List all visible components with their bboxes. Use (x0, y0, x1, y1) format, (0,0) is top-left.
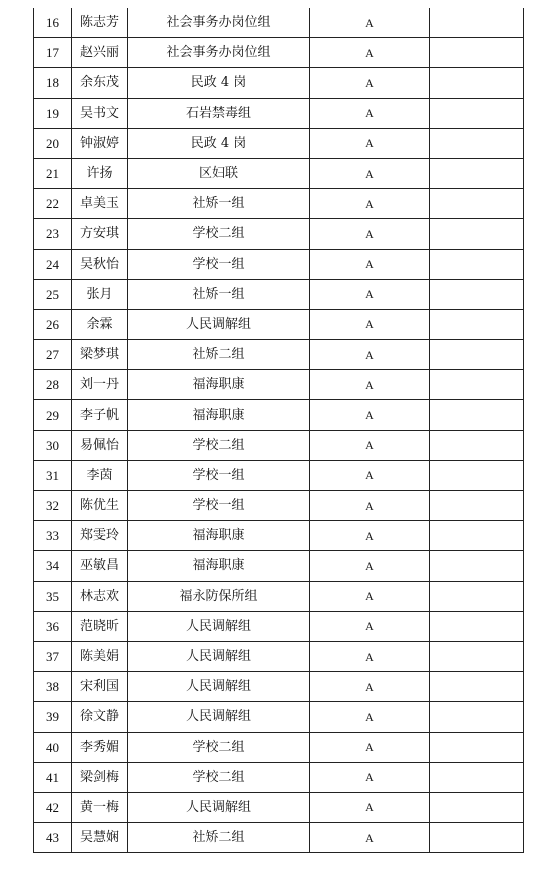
row-number-cell: 29 (34, 400, 72, 430)
note-cell (430, 611, 524, 641)
group-name-cell: 学校一组 (128, 249, 310, 279)
grade-cell: A (310, 792, 430, 822)
group-name-cell: 社会事务办岗位组 (128, 38, 310, 68)
person-name-cell: 李秀媚 (72, 732, 128, 762)
note-cell (430, 249, 524, 279)
person-name-cell: 方安琪 (72, 219, 128, 249)
group-name-cell: 社矫一组 (128, 279, 310, 309)
row-number-cell: 37 (34, 641, 72, 671)
person-name-cell: 梁梦琪 (72, 340, 128, 370)
group-name-cell: 区妇联 (128, 158, 310, 188)
note-cell (430, 581, 524, 611)
group-name-cell: 民政 4 岗 (128, 128, 310, 158)
note-cell (430, 68, 524, 98)
table-row (34, 38, 524, 68)
group-name-cell: 民政 4 岗 (128, 68, 310, 98)
note-cell (430, 430, 524, 460)
table-row (34, 792, 524, 822)
note-cell (430, 38, 524, 68)
row-number-cell: 41 (34, 762, 72, 792)
row-number-cell: 27 (34, 340, 72, 370)
note-cell (430, 98, 524, 128)
person-name-cell: 范晓昕 (72, 611, 128, 641)
table-row (34, 309, 524, 339)
table-row (34, 491, 524, 521)
table-row (34, 370, 524, 400)
table-row (34, 460, 524, 490)
row-number-cell: 18 (34, 68, 72, 98)
row-number-cell: 17 (34, 38, 72, 68)
grade-cell: A (310, 611, 430, 641)
row-number-cell: 34 (34, 551, 72, 581)
grade-cell: A (310, 189, 430, 219)
table-row (34, 641, 524, 671)
group-name-cell: 人民调解组 (128, 702, 310, 732)
row-number-cell: 40 (34, 732, 72, 762)
roster-table-body (34, 8, 524, 853)
grade-cell: A (310, 98, 430, 128)
group-name-cell: 学校二组 (128, 219, 310, 249)
group-name-cell: 学校二组 (128, 430, 310, 460)
row-number-cell: 24 (34, 249, 72, 279)
row-number-cell: 19 (34, 98, 72, 128)
note-cell (430, 460, 524, 490)
table-row (34, 400, 524, 430)
group-name-cell: 福海职康 (128, 521, 310, 551)
note-cell (430, 823, 524, 853)
grade-cell: A (310, 309, 430, 339)
person-name-cell: 林志欢 (72, 581, 128, 611)
person-name-cell: 李子帆 (72, 400, 128, 430)
grade-cell: A (310, 219, 430, 249)
person-name-cell: 陈美娟 (72, 641, 128, 671)
row-number-cell: 38 (34, 672, 72, 702)
grade-cell: A (310, 702, 430, 732)
table-row (34, 823, 524, 853)
grade-cell: A (310, 823, 430, 853)
group-name-cell: 人民调解组 (128, 792, 310, 822)
person-name-cell: 余东茂 (72, 68, 128, 98)
table-row (34, 340, 524, 370)
note-cell (430, 309, 524, 339)
note-cell (430, 732, 524, 762)
table-row (34, 702, 524, 732)
person-name-cell: 卓美玉 (72, 189, 128, 219)
row-number-cell: 21 (34, 158, 72, 188)
table-row (34, 672, 524, 702)
group-name-cell: 学校一组 (128, 491, 310, 521)
row-number-cell: 16 (34, 8, 72, 38)
row-number-cell: 35 (34, 581, 72, 611)
row-number-cell: 20 (34, 128, 72, 158)
person-name-cell: 余霖 (72, 309, 128, 339)
table-row (34, 762, 524, 792)
note-cell (430, 400, 524, 430)
row-number-cell: 32 (34, 491, 72, 521)
table-row (34, 189, 524, 219)
group-name-cell: 人民调解组 (128, 309, 310, 339)
group-name-cell: 社矫二组 (128, 823, 310, 853)
group-name-cell: 福海职康 (128, 400, 310, 430)
note-cell (430, 8, 524, 38)
grade-cell: A (310, 370, 430, 400)
table-row (34, 8, 524, 38)
grade-cell: A (310, 279, 430, 309)
person-name-cell: 巫敏昌 (72, 551, 128, 581)
roster-table (33, 8, 524, 853)
note-cell (430, 702, 524, 732)
row-number-cell: 30 (34, 430, 72, 460)
grade-cell: A (310, 340, 430, 370)
group-name-cell: 学校二组 (128, 762, 310, 792)
row-number-cell: 43 (34, 823, 72, 853)
row-number-cell: 33 (34, 521, 72, 551)
person-name-cell: 黄一梅 (72, 792, 128, 822)
person-name-cell: 赵兴丽 (72, 38, 128, 68)
note-cell (430, 219, 524, 249)
grade-cell: A (310, 732, 430, 762)
note-cell (430, 279, 524, 309)
row-number-cell: 22 (34, 189, 72, 219)
person-name-cell: 梁剑梅 (72, 762, 128, 792)
grade-cell: A (310, 521, 430, 551)
note-cell (430, 158, 524, 188)
grade-cell: A (310, 762, 430, 792)
table-row (34, 98, 524, 128)
person-name-cell: 吴慧娴 (72, 823, 128, 853)
person-name-cell: 徐文静 (72, 702, 128, 732)
group-name-cell: 社矫二组 (128, 340, 310, 370)
group-name-cell: 人民调解组 (128, 672, 310, 702)
note-cell (430, 521, 524, 551)
table-row (34, 128, 524, 158)
note-cell (430, 128, 524, 158)
person-name-cell: 吴书文 (72, 98, 128, 128)
note-cell (430, 340, 524, 370)
grade-cell: A (310, 672, 430, 702)
row-number-cell: 42 (34, 792, 72, 822)
table-row (34, 279, 524, 309)
note-cell (430, 672, 524, 702)
table-row (34, 732, 524, 762)
person-name-cell: 宋利国 (72, 672, 128, 702)
grade-cell: A (310, 38, 430, 68)
row-number-cell: 39 (34, 702, 72, 732)
person-name-cell: 陈优生 (72, 491, 128, 521)
group-name-cell: 石岩禁毒组 (128, 98, 310, 128)
group-name-cell: 社矫一组 (128, 189, 310, 219)
group-name-cell: 人民调解组 (128, 641, 310, 671)
person-name-cell: 易佩怡 (72, 430, 128, 460)
note-cell (430, 641, 524, 671)
table-row (34, 581, 524, 611)
table-row (34, 249, 524, 279)
row-number-cell: 25 (34, 279, 72, 309)
group-name-cell: 福海职康 (128, 370, 310, 400)
row-number-cell: 36 (34, 611, 72, 641)
person-name-cell: 李茵 (72, 460, 128, 490)
person-name-cell: 张月 (72, 279, 128, 309)
group-name-cell: 社会事务办岗位组 (128, 8, 310, 38)
row-number-cell: 31 (34, 460, 72, 490)
person-name-cell: 许扬 (72, 158, 128, 188)
table-row (34, 611, 524, 641)
grade-cell: A (310, 460, 430, 490)
note-cell (430, 762, 524, 792)
row-number-cell: 23 (34, 219, 72, 249)
group-name-cell: 福永防保所组 (128, 581, 310, 611)
grade-cell: A (310, 8, 430, 38)
grade-cell: A (310, 491, 430, 521)
table-row (34, 551, 524, 581)
person-name-cell: 陈志芳 (72, 8, 128, 38)
person-name-cell: 刘一丹 (72, 370, 128, 400)
grade-cell: A (310, 128, 430, 158)
group-name-cell: 福海职康 (128, 551, 310, 581)
grade-cell: A (310, 400, 430, 430)
note-cell (430, 491, 524, 521)
grade-cell: A (310, 430, 430, 460)
note-cell (430, 551, 524, 581)
person-name-cell: 吴秋怡 (72, 249, 128, 279)
person-name-cell: 郑雯玲 (72, 521, 128, 551)
row-number-cell: 26 (34, 309, 72, 339)
person-name-cell: 钟淑婷 (72, 128, 128, 158)
table-row (34, 430, 524, 460)
grade-cell: A (310, 158, 430, 188)
note-cell (430, 189, 524, 219)
table-row (34, 219, 524, 249)
group-name-cell: 学校二组 (128, 732, 310, 762)
table-row (34, 158, 524, 188)
grade-cell: A (310, 551, 430, 581)
grade-cell: A (310, 641, 430, 671)
grade-cell: A (310, 68, 430, 98)
grade-cell: A (310, 581, 430, 611)
table-row (34, 521, 524, 551)
grade-cell: A (310, 249, 430, 279)
note-cell (430, 370, 524, 400)
row-number-cell: 28 (34, 370, 72, 400)
table-row (34, 68, 524, 98)
note-cell (430, 792, 524, 822)
group-name-cell: 学校一组 (128, 460, 310, 490)
group-name-cell: 人民调解组 (128, 611, 310, 641)
